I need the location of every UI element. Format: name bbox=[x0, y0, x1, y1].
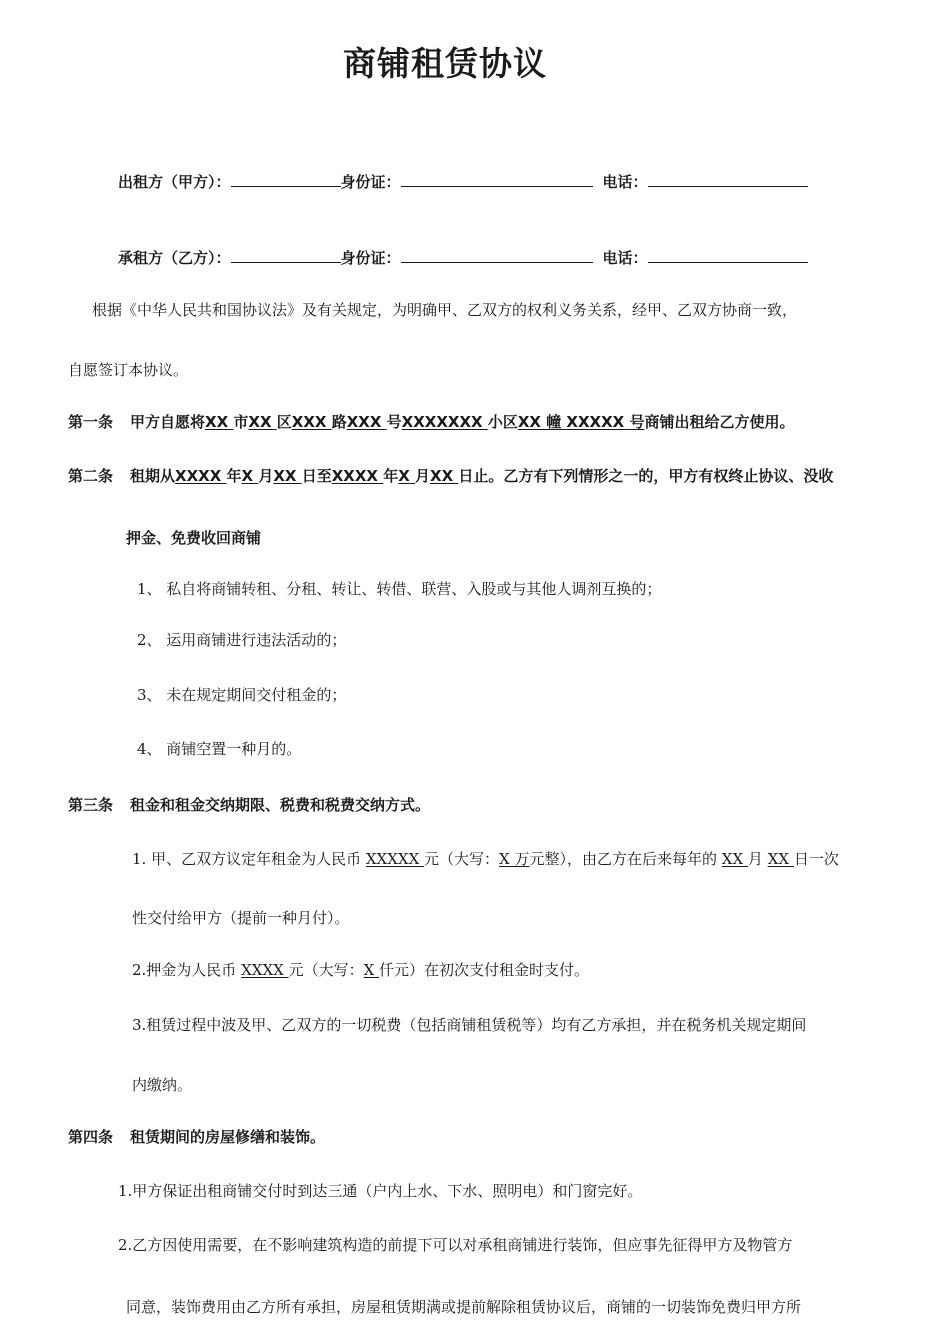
article-3-number: 第三条 bbox=[68, 796, 114, 814]
blank-road: XXX bbox=[291, 413, 332, 431]
lessor-phone-label: 电话： bbox=[602, 173, 648, 191]
blank-rent-in-words: X 万 bbox=[499, 850, 530, 868]
intro-line-2: 自愿签订本协议。 bbox=[68, 361, 189, 379]
blank-pay-day: XX bbox=[767, 850, 794, 868]
article-1-text: 号 bbox=[386, 413, 402, 431]
article-2-text: 年 bbox=[383, 467, 399, 485]
article-4-clause-2: 2.乙方因使用需要，在不影响建筑构造的前提下可以对承租商铺进行装饰，但应事先征得甲方及物管方 bbox=[118, 1236, 793, 1254]
article-2-text: 年 bbox=[226, 467, 242, 485]
article-1-text: 区 bbox=[276, 413, 292, 431]
article-2-text: 租期从 bbox=[130, 467, 176, 485]
article-2-item-2: 2、 运用商铺进行违法活动的； bbox=[137, 631, 347, 649]
blank-start-month: X bbox=[241, 467, 259, 485]
blank-building-unit: XX 幢 XXXXX 号 bbox=[517, 413, 645, 431]
lessor-row bbox=[118, 171, 808, 192]
clause-text: 1. 甲、乙双方议定年租金为人民币 bbox=[132, 850, 366, 868]
intro-line-1: 根据《中华人民共和国协议法》及有关规定，为明确甲、乙双方的权利义务关系，经甲、乙双方协商一致， bbox=[92, 301, 798, 319]
blank-deposit: XXXX bbox=[241, 961, 289, 979]
article-1-text: 商铺出租给乙方使用。 bbox=[644, 413, 795, 431]
blank-street-number: XXX bbox=[346, 413, 387, 431]
article-4-clause-1: 1.甲方保证出租商铺交付时到达三通（户内上水、下水、照明电）和门窗完好。 bbox=[118, 1182, 643, 1200]
article-2-item-1: 1、 私自将商铺转租、分租、转让、转借、联营、入股或与其他人调剂互换的； bbox=[137, 580, 662, 598]
article-2-text: 月 bbox=[258, 467, 274, 485]
article-3-clause-1 bbox=[132, 848, 839, 869]
blank-end-day: XX bbox=[430, 467, 459, 485]
blank-pay-month: XX bbox=[721, 850, 748, 868]
clause-text: 月 bbox=[747, 850, 768, 868]
clause-text: 2.押金为人民币 bbox=[132, 961, 242, 979]
lessor-label: 出租方（甲方）： bbox=[118, 173, 231, 191]
blank-deposit-in-words: X bbox=[363, 961, 380, 979]
article-1-text: 路 bbox=[331, 413, 347, 431]
lessor-phone-field[interactable] bbox=[648, 172, 808, 187]
lessee-phone-field[interactable] bbox=[648, 248, 808, 263]
article-3-clause-3-continuation: 内缴纳。 bbox=[132, 1076, 193, 1094]
lessee-id-field[interactable] bbox=[401, 248, 593, 263]
clause-text: 元（大写： bbox=[288, 961, 364, 979]
lessee-name-field[interactable] bbox=[231, 248, 341, 263]
lessor-id-field[interactable] bbox=[401, 172, 593, 187]
article-4-heading-row bbox=[68, 1126, 325, 1147]
article-3-heading-row bbox=[68, 794, 430, 815]
lessor-name-field[interactable] bbox=[231, 172, 341, 187]
article-3-clause-1-continuation: 性交付给甲方（提前一种月付）。 bbox=[132, 909, 350, 927]
lessee-label: 承租方（乙方）： bbox=[118, 249, 231, 267]
article-4-number: 第四条 bbox=[68, 1128, 114, 1146]
article-1 bbox=[68, 411, 794, 432]
article-3-clause-2 bbox=[132, 959, 589, 980]
document-title: 商铺租赁协议 bbox=[343, 44, 547, 83]
article-2-text: 日止。乙方有下列情形之一的，甲方有权终止协议、没收 bbox=[458, 467, 834, 485]
blank-start-year: XXXX bbox=[175, 467, 227, 485]
blank-city: XX bbox=[205, 413, 234, 431]
article-1-text: 甲方自愿将 bbox=[130, 413, 206, 431]
lessee-id-label: 身份证： bbox=[340, 249, 401, 267]
article-2-item-3: 3、 未在规定期间交付租金的； bbox=[137, 686, 347, 704]
blank-start-day: XX bbox=[273, 467, 302, 485]
blank-annual-rent: XXXXX bbox=[365, 850, 425, 868]
article-1-number: 第一条 bbox=[68, 413, 114, 431]
blank-end-month: X bbox=[398, 467, 415, 485]
lessor-id-label: 身份证： bbox=[340, 173, 401, 191]
article-1-text: 市 bbox=[233, 413, 249, 431]
article-2-number: 第二条 bbox=[68, 467, 114, 485]
article-4-clause-2-continuation: 同意，装饰费用由乙方所有承担，房屋租赁期满或提前解除租赁协议后，商铺的一切装饰免费归甲方所 bbox=[126, 1298, 802, 1316]
article-2 bbox=[68, 465, 833, 486]
blank-district: XX bbox=[248, 413, 277, 431]
article-1-text: 小区 bbox=[487, 413, 518, 431]
blank-end-year: XXXX bbox=[331, 467, 384, 485]
lessee-row bbox=[118, 247, 808, 268]
lessee-phone-label: 电话： bbox=[602, 249, 648, 267]
article-2-text: 月 bbox=[415, 467, 431, 485]
article-2-item-4: 4、 商铺空置一种月的。 bbox=[137, 740, 302, 758]
blank-community: XXXXXXX bbox=[401, 413, 488, 431]
article-3-heading: 租金和租金交纳期限、税费和税费交纳方式。 bbox=[130, 796, 431, 814]
article-2-text: 日至 bbox=[301, 467, 332, 485]
article-2-continuation: 押金、免费收回商铺 bbox=[126, 529, 262, 547]
article-3-clause-3: 3.租赁过程中波及甲、乙双方的一切税费（包括商铺租赁税等）均有乙方承担，并在税务机关规定期间 bbox=[132, 1016, 807, 1034]
article-4-heading: 租赁期间的房屋修缮和装饰。 bbox=[130, 1128, 326, 1146]
clause-text: 仟元）在初次支付租金时支付。 bbox=[379, 961, 590, 979]
clause-text: 元（大写： bbox=[424, 850, 500, 868]
clause-text: 元整），由乙方在后来每年的 bbox=[529, 850, 722, 868]
clause-text: 日一次 bbox=[793, 850, 839, 868]
